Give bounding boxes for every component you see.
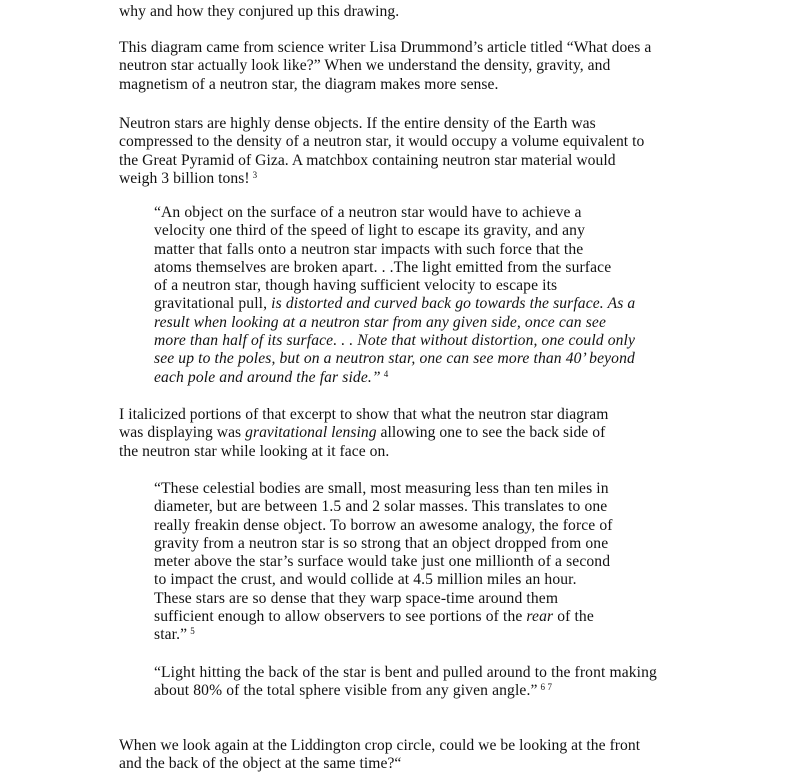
text-segment: sufficient enough to allow observers to see portions of the <box>154 608 527 626</box>
text-line: of a neutron star, though having sufficient velocity to escape its <box>154 277 558 295</box>
footnote-marker: 5 <box>190 626 195 637</box>
text-segment: gravitational pull, <box>154 295 272 313</box>
paragraph-diagram-source <box>119 39 651 94</box>
text-line <box>154 608 613 626</box>
paragraph-liddington-question <box>119 737 640 774</box>
text-segment: allowing one to see the back side of <box>376 424 606 442</box>
text-line: compressed to the density of a neutron star, it would occupy a volume equivalent to <box>119 133 645 151</box>
block-quote-surface <box>154 204 635 387</box>
text-line: I italicized portions of that excerpt to show that what the neutron star diagram <box>119 406 609 423</box>
text-line <box>154 682 657 700</box>
text-line: This diagram came from science writer Lisa Drummond’s article titled “What does a <box>119 39 652 56</box>
text-line: These stars are so dense that they warp space-time around them <box>154 589 559 607</box>
italic-text: gravitational lensing <box>245 424 377 442</box>
footnote-marker: 3 <box>252 169 258 180</box>
footnote-marker: 4 <box>383 368 389 379</box>
text-line: why and how they conjured up this drawing. <box>119 3 400 20</box>
text-segment: of the <box>553 608 594 626</box>
block-quote-celestial-bodies <box>154 480 613 645</box>
italic-text: each pole and around the far side.” <box>154 368 381 386</box>
text-line: velocity one third of the speed of light to escape its gravity, and any <box>154 222 586 240</box>
text-line: Neutron stars are highly dense objects. If the entire density of the Earth was <box>119 115 596 132</box>
italic-text-line: result when looking at a neutron star from any given side, once can see <box>154 313 606 331</box>
text-line: diameter, but are between 1.5 and 2 solar masses. This translates to one <box>154 498 608 516</box>
text-line: and the back of the object at the same time?“ <box>119 755 402 773</box>
paragraph-gravitational-lensing <box>119 406 608 461</box>
text-line: really freakin dense object. To borrow an awesome analogy, the force of <box>154 516 613 534</box>
text-line: gravity from a neutron star is so strong that an object dropped from one <box>154 534 609 552</box>
text-line: “Light hitting the back of the star is bent and pulled around to the front making <box>154 664 657 681</box>
text-line: meter above the star’s surface would take just one millionth of a second <box>154 553 611 571</box>
text-line: atoms themselves are broken apart. . .The light emitted from the surface <box>154 258 612 276</box>
text-line <box>119 424 608 442</box>
text-line: magnetism of a neutron star, the diagram makes more sense. <box>119 75 499 93</box>
italic-text-line: see up to the poles, but on a neutron star, one can see more than 40’ beyond <box>154 350 635 368</box>
text-line <box>154 626 613 644</box>
text-segment: weigh 3 billion tons! <box>119 169 250 187</box>
text-line <box>154 369 635 387</box>
italic-text: rear <box>526 608 554 626</box>
text-segment: about 80% of the total sphere visible from any given angle.” <box>154 682 538 700</box>
footnote-marker: 6 7 <box>540 682 553 693</box>
italic-text: is distorted and curved back go towards the surface. As a <box>271 295 636 313</box>
block-quote-light-bending <box>154 664 657 701</box>
text-line <box>119 170 644 188</box>
italic-text-line: more than half of its surface. . . Note that without distortion, one could only <box>154 332 636 350</box>
text-line: “These celestial bodies are small, most measuring less than ten miles in <box>154 480 609 497</box>
text-line: the neutron star while looking at it face on. <box>119 442 390 460</box>
paragraph-neutron-density <box>119 115 644 188</box>
paragraph-intro-end <box>119 3 399 21</box>
text-segment: was displaying was <box>119 424 246 442</box>
text-line: “An object on the surface of a neutron star would have to achieve a <box>154 204 582 221</box>
text-line <box>154 295 635 313</box>
text-segment: star.” <box>154 626 188 644</box>
text-line: When we look again at the Liddington crop circle, could we be looking at the front <box>119 737 641 754</box>
text-line: the Great Pyramid of Giza. A matchbox containing neutron star material would <box>119 151 616 169</box>
text-line: to impact the crust, and would collide at 4.5 million miles an hour. <box>154 571 577 589</box>
text-line: neutron star actually look like?” When we understand the density, gravity, and <box>119 57 611 75</box>
text-line: matter that falls onto a neutron star impacts with such force that the <box>154 240 584 258</box>
